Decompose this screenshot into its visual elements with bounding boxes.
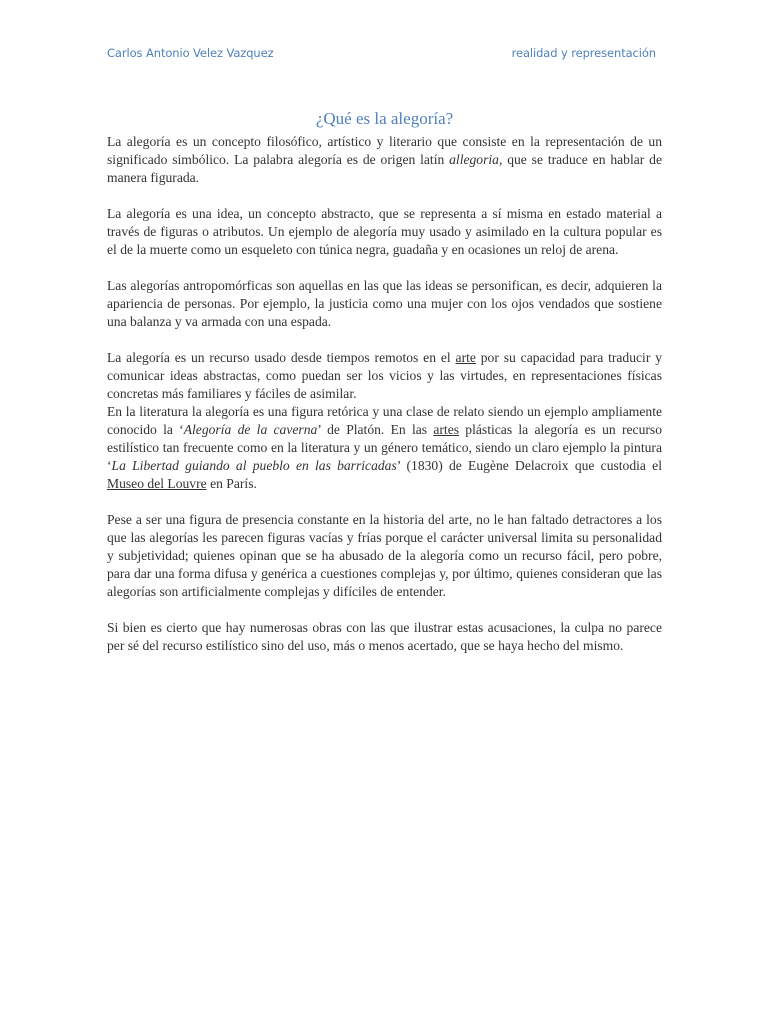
link-artes[interactable]: artes [433,422,460,437]
header-subject: realidad y representación [511,46,656,60]
document-title: ¿Qué es la alegoría? [315,109,454,128]
header-author: Carlos Antonio Velez Vazquez [107,46,274,60]
paragraph-text: La alegoría es un concepto filosófico, artístico y literario que consiste en la representación de un significado simbólico. La palabra alegoría es de origen latín [107,134,662,167]
paragraph-text: ’ de Platón. En las [317,422,434,437]
italic-term: allegoria [449,152,499,167]
page-header [107,46,662,64]
paragraph-conclusion: Si bien es cierto que hay numerosas obras con las que ilustrar estas acusaciones, la culpa no parece per sé del recurso estilístico sino del uso, más o menos acertado, que se haya hecho del mismo. [107,620,662,653]
paragraph-text: en París. [206,476,257,491]
paragraph-literature [107,403,662,493]
paragraph-detractors: Pese a ser una figura de presencia constante en la historia del arte, no le han faltado detractores a los que las alegorías les parecen figuras vacías y frías porque el carácter universal limita su personalidad y subjetividad; quienes opinan que se ha abusado de la alegoría como un recurso fácil, pero pobre, para dar una forma difusa y genérica a cuestiones complejas y, por último, quienes consideran que las alegorías son artificialmente complejas y difíciles de entender. [107,512,662,599]
italic-title-libertad: La Libertad guiando al pueblo en las barricadas [111,458,397,473]
paragraph-definition [107,133,662,187]
link-museo-louvre[interactable]: Museo del Louvre [107,476,207,491]
paragraph-idea: La alegoría es una idea, un concepto abstracto, que se representa a sí misma en estado material a través de figuras o atributos. Un ejemplo de alegoría muy usado y asimilado en la cultura popular es el de la muerte como un esqueleto con túnica negra, guadaña y en ocasiones un reloj de arena. [107,206,662,257]
link-arte[interactable]: arte [455,350,476,365]
paragraph-text: En la literatura la alegoría es una figura retórica y una clase de relato siendo un ejemplo ampliamente conocido la ‘ [107,404,662,437]
paragraph-art [107,349,662,403]
paragraph-text: La alegoría es un recurso usado desde tiempos remotos en el [107,350,456,365]
italic-title-caverna: Alegoría de la caverna [183,422,318,437]
paragraph-text: plásticas la alegoría es un recurso estilístico tan frecuente como en la literatura y un género temático, siendo un claro ejemplo la pintura ‘ [107,422,662,473]
paragraph-text: ’ (1830) de Eugène Delacroix que custodia el [396,458,662,473]
paragraph-text: por su capacidad para traducir y comunicar ideas abstractas, como puedan ser los vicios y las virtudes, en representaciones físicas concretas más familiares y fáciles de asimilar. [107,350,663,401]
document-body [107,133,662,655]
paragraph-anthropomorphic: Las alegorías antropomórficas son aquellas en las que las ideas se personifican, es decir, adquieren la apariencia de personas. Por ejemplo, la justicia como una mujer con los ojos vendados que sostiene una balanza y va armada con una espada. [107,278,662,329]
paragraph-text: , que se traduce en hablar de manera figurada. [107,152,662,185]
